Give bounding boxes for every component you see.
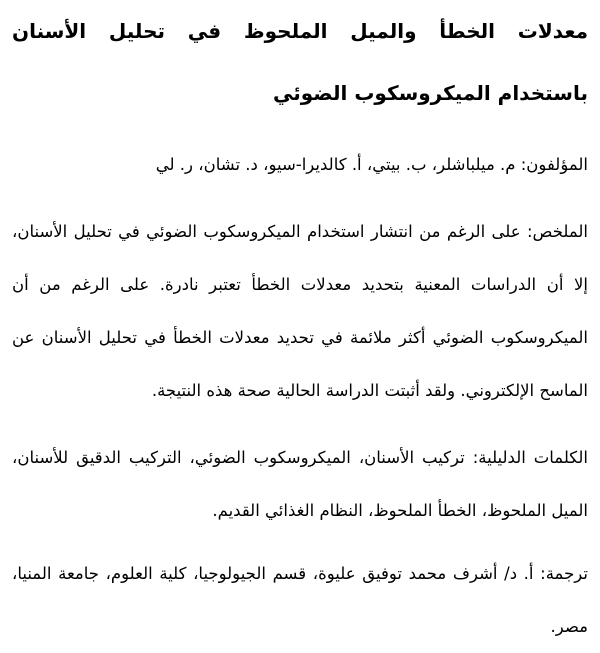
abstract-label: الملخص:: [526, 222, 589, 241]
document-title: معدلات الخطأ والميل الملحوظ في تحليل الأسنان باستخدام الميكروسكوب الضوئي: [12, 19, 588, 105]
authors-label: المؤلفون:: [520, 155, 588, 174]
keywords-text: تركيب الأسنان، الميكروسكوب الضوئي، التركيب الدقيق للأسنان، الميل الملحوظ، الخطأ الملحوظ، النظام الغذائي القديم.: [12, 448, 588, 520]
translation-paragraph: [12, 547, 588, 653]
translation-label: ترجمة:: [540, 564, 588, 583]
authors-paragraph: [12, 138, 588, 191]
keywords-label: الكلمات الدليلية:: [472, 448, 589, 467]
authors-list: م. ميلباشلر، ب. بيتي، أ. كالديرا-سيو، د. تشان، ر. لي: [155, 155, 516, 174]
translation-text: أ. د/ أشرف محمد توفيق عليوة، قسم الجيولوجيا، كلية العلوم، جامعة المنيا، مصر.: [12, 564, 588, 636]
abstract-paragraph: [12, 205, 588, 417]
keywords-paragraph: [12, 431, 588, 537]
abstract-text: على الرغم من انتشار استخدام الميكروسكوب الضوئي في تحليل الأسنان، إلا أن الدراسات المعنية بتحديد معدلات الخطأ تعتبر نادرة. على الرغم من أن الميكروسكوب الضوئي أكثر ملائمة في تحديد معدلات الخطأ في تحليل الأسنان عن الماسح الإلكتروني. ولقد أثبتت الدراسة الحالية صحة هذه النتيجة.: [12, 222, 588, 400]
